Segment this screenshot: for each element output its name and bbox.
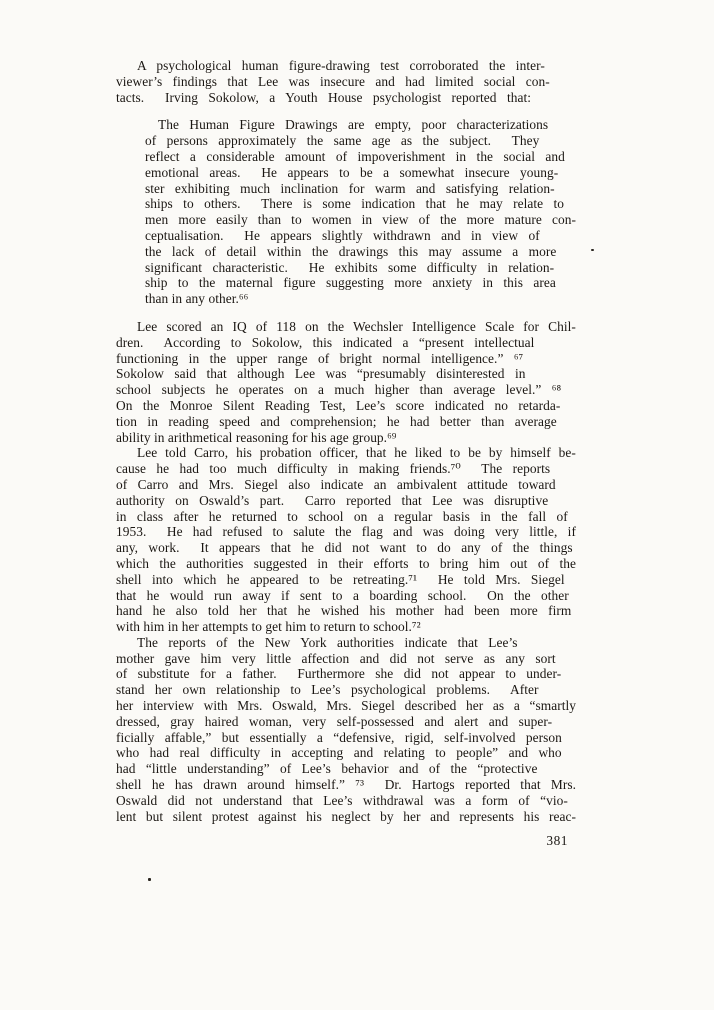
paragraph — [116, 445, 576, 635]
text-line — [116, 777, 576, 793]
text-line — [116, 477, 576, 493]
text-line-text: men more easily than to women in view of the more mature con- — [145, 212, 576, 228]
text-line-text: cause he had too much difficulty in making friends.⁷⁰ The reports — [116, 461, 551, 477]
text-line-text: dressed, gray haired woman, very self-possessed and alert and super- — [116, 713, 553, 729]
text-line — [116, 603, 576, 619]
text-line-text: of substitute for a father. Furthermore she did not appear to under- — [116, 666, 562, 682]
text-line — [145, 260, 576, 276]
text-line-text: ficially affable,” but essentially a “defensive, rigid, self-involved person — [116, 729, 562, 745]
text-line — [116, 58, 576, 74]
text-line-text: Lee told Carro, his probation officer, that he liked to be by himself be- — [137, 445, 576, 461]
text-line-text: hand he also told her that he wished his mother had been more firm — [116, 603, 572, 619]
text-line-text: had “little understanding” of Lee’s behavior and of the “protective — [116, 761, 538, 777]
text-line — [116, 366, 576, 382]
text-line — [145, 196, 576, 212]
text-line — [116, 351, 576, 367]
text-line-text: shell into which he appeared to be retreating.⁷¹ He told Mrs. Siegel — [116, 571, 565, 587]
text-line-text: ship to the maternal figure suggesting more anxiety in this area — [145, 275, 556, 291]
text-line-text: shell he has drawn around himself.” ⁷³ Dr. Hartogs reported that Mrs. — [116, 777, 577, 793]
text-line — [116, 698, 576, 714]
page-number: 381 — [546, 833, 568, 848]
text-line-text: lent but silent protest against his neglect by her and represents his reac- — [116, 808, 577, 824]
text-line — [116, 445, 576, 461]
text-line — [145, 212, 576, 228]
text-line — [116, 619, 576, 635]
text-line — [116, 793, 576, 809]
text-line — [116, 682, 576, 698]
text-line — [116, 635, 576, 651]
text-line-text: Lee scored an IQ of 118 on the Wechsler Intelligence Scale for Chil- — [137, 318, 576, 334]
text-line — [145, 228, 576, 244]
text-line-text: with him in her attempts to get him to return to school.⁷² — [116, 619, 421, 635]
text-line — [116, 524, 576, 540]
text-line — [116, 730, 576, 746]
text-line-text: school subjects he operates on a much higher than average level.” ⁶⁸ — [116, 382, 562, 398]
text-line-text: than in any other.⁶⁶ — [145, 291, 249, 307]
text-line — [116, 540, 576, 556]
text-line — [116, 809, 576, 825]
text-line-text: ster exhibiting much inclination for warm and satisfying relation- — [145, 180, 555, 196]
text-line-text: of Carro and Mrs. Siegel also indicate an ambivalent attitude toward — [116, 476, 556, 492]
text-line — [116, 745, 576, 761]
text-line-text: ability in arithmetical reasoning for his age group.⁶⁹ — [116, 429, 397, 445]
ink-speck — [591, 249, 594, 251]
text-line-text: ships to others. There is some indication that he may relate to — [145, 196, 565, 212]
text-line-text: her interview with Mrs. Oswald, Mrs. Siegel described her as a “smartly — [116, 698, 577, 714]
text-line-text: ceptualisation. He appears slightly withdrawn and in view of — [145, 227, 540, 243]
block-quote — [145, 117, 576, 307]
text-line-text: 1953. He had refused to salute the flag and was doing very little, if — [116, 524, 576, 540]
text-line-text: stand her own relationship to Lee’s psychological problems. After — [116, 682, 539, 698]
text-line-text: The Human Figure Drawings are empty, poor characterizations — [158, 117, 549, 133]
text-line — [116, 414, 576, 430]
text-line-text: which the authorities suggested in their efforts to bring him out of the — [116, 555, 576, 571]
text-line-text: A psychological human figure-drawing test corroborated the inter- — [137, 58, 545, 73]
text-line-text: The reports of the New York authorities indicate that Lee’s — [137, 634, 518, 650]
text-line-text: tacts. Irving Sokolow, a Youth House psychologist reported that: — [116, 89, 531, 105]
text-line — [116, 666, 576, 682]
text-line-text: any, work. It appears that he did not want to do any of the things — [116, 540, 573, 556]
paragraph — [116, 58, 576, 105]
text-line-text: reflect a considerable amount of impoverishment in the social and — [145, 148, 565, 164]
text-line — [145, 275, 576, 291]
text-line — [116, 509, 576, 525]
text-line — [145, 291, 576, 307]
text-line — [116, 398, 576, 414]
text-line — [116, 430, 576, 446]
text-line — [145, 117, 576, 133]
text-line-text: that he would run away if sent to a boarding school. On the other — [116, 587, 569, 603]
text-line — [116, 556, 576, 572]
text-line-text: tion in reading speed and comprehension; he had better than average — [116, 413, 557, 429]
paragraph — [116, 635, 576, 825]
text-line-text: of persons approximately the same age as the subject. They — [145, 133, 540, 149]
text-line-text: Sokolow said that although Lee was “presumably disinterested in — [116, 366, 526, 382]
text-line — [116, 335, 576, 351]
text-line-text: Oswald did not understand that Lee’s withdrawal was a form of “vio- — [116, 792, 568, 808]
text-line — [145, 133, 576, 149]
paragraph — [116, 319, 576, 445]
text-line — [116, 319, 576, 335]
text-line — [116, 651, 576, 667]
text-line — [145, 149, 576, 165]
text-line-text: in class after he returned to school on a regular basis in the fall of — [116, 508, 568, 524]
text-line-text: the lack of detail within the drawings this may assume a more — [145, 243, 557, 259]
text-block — [116, 58, 576, 824]
text-line — [145, 244, 576, 260]
ink-speck — [148, 878, 151, 881]
text-line-text: significant characteristic. He exhibits some difficulty in relation- — [145, 259, 555, 275]
text-line — [116, 461, 576, 477]
text-line — [116, 588, 576, 604]
text-line-text: functioning in the upper range of bright normal intelligence.” ⁶⁷ — [116, 350, 524, 366]
text-line — [116, 714, 576, 730]
text-line — [116, 74, 576, 90]
text-line — [116, 493, 576, 509]
text-line-text: mother gave him very little affection and did not serve as any sort — [116, 650, 556, 666]
text-line — [116, 382, 576, 398]
text-line-text: who had real difficulty in accepting and relating to people” and who — [116, 745, 562, 761]
text-line-text: dren. According to Sokolow, this indicated a “present intellectual — [116, 334, 535, 350]
text-line — [145, 165, 576, 181]
text-line — [116, 572, 576, 588]
text-line-text: On the Monroe Silent Reading Test, Lee’s score indicated no retarda- — [116, 397, 561, 413]
text-line-text: emotional areas. He appears to be a somewhat insecure young- — [145, 164, 559, 180]
text-line — [116, 761, 576, 777]
text-line-text: authority on Oswald’s part. Carro reported that Lee was disruptive — [116, 492, 549, 508]
text-line — [116, 90, 576, 106]
text-line — [145, 181, 576, 197]
text-line-text: viewer’s findings that Lee was insecure and had limited social con- — [116, 73, 550, 89]
